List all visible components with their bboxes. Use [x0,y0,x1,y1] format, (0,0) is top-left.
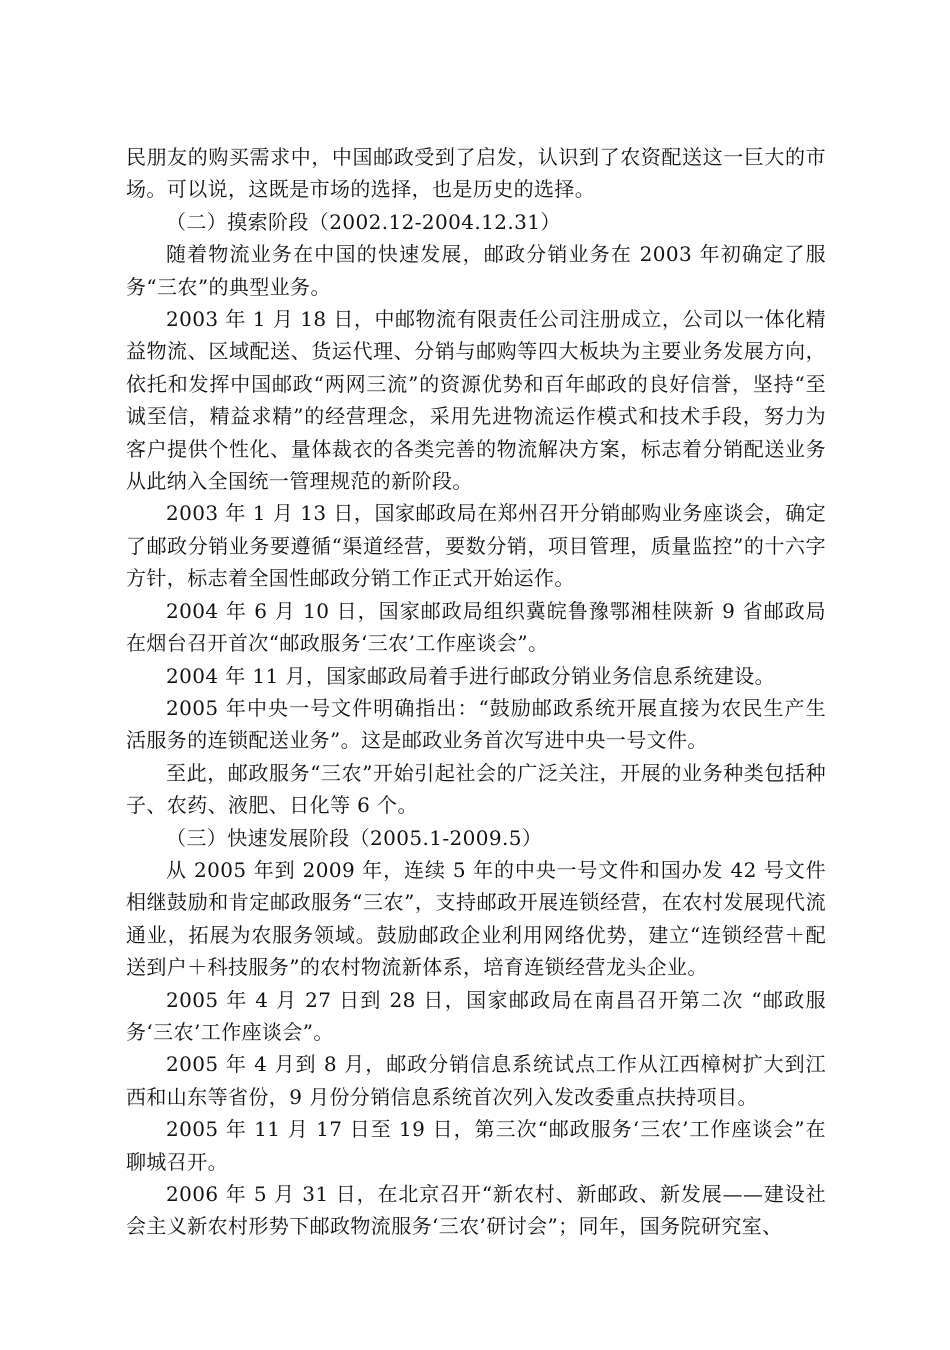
body-paragraph: 从 2005 年到 2009 年，连续 5 年的中央一号文件和国办发 42 号文件相继鼓励和肯定邮政服务“三农”，支持邮政开展连锁经营，在农村发展现代流通业，拓展为农服务领域。鼓励邮政企业利用网络优势，建立“连锁经营＋配送到户＋科技服务”的农村物流新体系，培育连锁经营龙头企业。 [126,857,826,980]
continuation-paragraph: 民朋友的购买需求中，中国邮政受到了启发，认识到了农资配送这一巨大的市场。可以说，这既是市场的选择，也是历史的选择。 [126,145,826,202]
body-paragraph: 随着物流业务在中国的快速发展，邮政分销业务在 2003 年初确定了服务“三农”的典型业务。 [126,242,826,299]
body-paragraph: 2004 年 11 月，国家邮政局着手进行邮政分销业务信息系统建设。 [166,663,776,688]
body-paragraph: 至此，邮政服务“三农”开始引起社会的广泛关注，开展的业务种类包括种子、农药、液肥、日化等 6 个。 [126,760,826,818]
body-paragraph: 2005 年 4 月 27 日到 28 日，国家邮政局在南昌召开第二次 “邮政服务‘三农’工作座谈会”。 [126,987,826,1044]
section-heading-rapid-development-stage: （三）快速发展阶段（2005.1-2009.5） [166,825,543,850]
body-paragraph: 2005 年 11 月 17 日至 19 日，第三次“邮政服务‘三农’工作座谈会”在聊城召开。 [126,1117,826,1174]
body-paragraph: 2006 年 5 月 31 日，在北京召开“新农村、新邮政、新发展——建设社会主义新农村形势下邮政物流服务‘三农’研讨会”；同年，国务院研究室、 [126,1182,826,1239]
document-body [126,141,826,1243]
body-paragraph: 2005 年 4 月到 8 月，邮政分销信息系统试点工作从江西樟树扩大到江西和山东等省份，9 月份分销信息系统首次列入发改委重点扶持项目。 [126,1052,826,1109]
body-paragraph: 2003 年 1 月 18 日，中邮物流有限责任公司注册成立，公司以一体化精益物流、区域配送、货运代理、分销与邮购等四大板块为主要业务发展方向，依托和发挥中国邮政“两网三流”的资源优势和百年邮政的良好信誉，坚持“至诚至信，精益求精”的经营理念，采用先进物流运作模式和技术手段，努力为客户提供个性化、量体裁衣的各类完善的物流解决方案，标志着分销配送业务从此纳入全国统一管理规范的新阶段。 [126,307,826,494]
body-paragraph: 2004 年 6 月 10 日，国家邮政局组织冀皖鲁豫鄂湘桂陕新 9 省邮政局在烟台召开首次“邮政服务‘三农’工作座谈会”。 [126,598,826,656]
body-paragraph: 2003 年 1 月 13 日，国家邮政局在郑州召开分销邮购业务座谈会，确定了邮政分销业务要遵循“渠道经营，要数分销，项目管理，质量监控”的十六字方针，标志着全国性邮政分销工作正式开始运作。 [126,501,826,591]
body-paragraph: 2005 年中央一号文件明确指出：“鼓励邮政系统开展直接为农民生产生活服务的连锁配送业务”。这是邮政业务首次写进中央一号文件。 [126,695,826,753]
section-heading-exploration-stage: （二）摸索阶段（2002.12-2004.12.31） [166,209,561,234]
